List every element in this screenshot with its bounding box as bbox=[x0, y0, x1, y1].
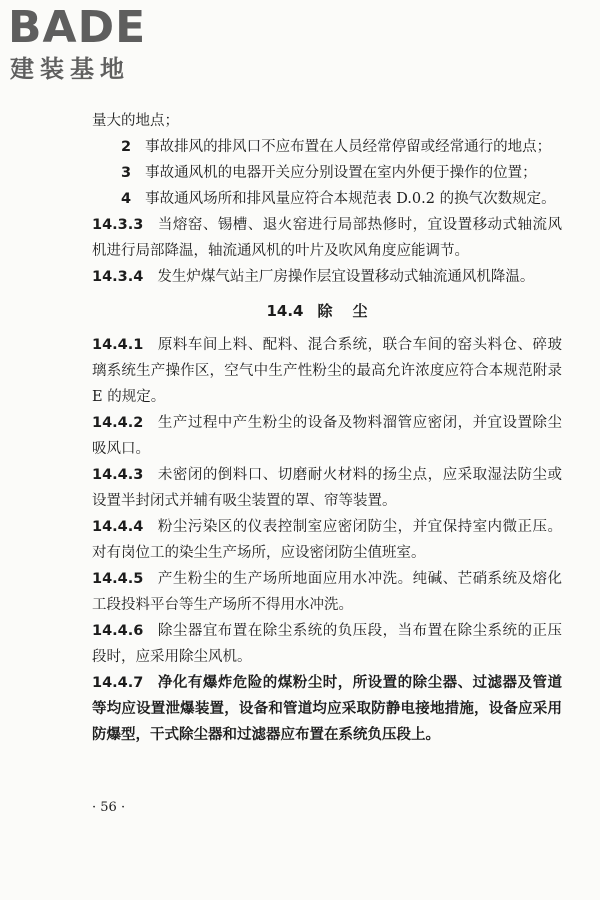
clause-14-4-2: 14.4.2 生产过程中产生粉尘的设备及物料溜管应密闭，并宜设置除尘吸风口。 bbox=[92, 415, 562, 457]
clause-14-3-3: 14.3.3 当熔窑、锡槽、退火窑进行局部热修时，宜设置移动式轴流风机进行局部降温，轴流通风机的叶片及吹风角度应能调节。 bbox=[92, 217, 562, 259]
clause-14-4-7: 14.4.7 净化有爆炸危险的煤粉尘时，所设置的除尘器、过滤器及管道等均应设置泄爆装置，设备和管道均应采取防静电接地措施，设备应采用防爆型，干式除尘器和过滤器应布置在系统负压段上。 bbox=[92, 675, 562, 743]
list-item-2: 2 事故排风的排风口不应布置在人员经常停留或经常通行的地点； bbox=[121, 139, 552, 155]
page-number: · 56 · bbox=[92, 800, 126, 815]
brand-logo bbox=[8, 2, 178, 92]
clause-14-3-4: 14.3.4 发生炉煤气站主厂房操作层宜设置移动式轴流通风机降温。 bbox=[92, 269, 535, 285]
paragraph-continuation: 量大的地点； bbox=[92, 113, 179, 129]
clause-14-4-6: 14.4.6 除尘器宜布置在除尘系统的负压段，当布置在除尘系统的正压段时，应采用除尘风机。 bbox=[92, 623, 562, 665]
clause-14-4-4: 14.4.4 粉尘污染区的仪表控制室应密闭防尘，并宜保持室内微正压。对有岗位工的染尘生产场所，应设密闭防尘值班室。 bbox=[92, 519, 562, 561]
section-heading: 14.4 除尘 bbox=[266, 302, 388, 320]
clause-14-4-1: 14.4.1 原料车间上料、配料、混合系统，联合车间的窑头料仓、碎玻璃系统生产操作区，空气中生产性粉尘的最高允许浓度应符合本规范附录 E 的规定。 bbox=[92, 337, 562, 405]
clause-14-4-3: 14.4.3 未密闭的倒料口、切磨耐火材料的扬尘点，应采取湿法防尘或设置半封闭式并辅有吸尘装置的罩、帘等装置。 bbox=[92, 467, 562, 509]
list-item-3: 3 事故通风机的电器开关应分别设置在室内外便于操作的位置； bbox=[121, 165, 537, 181]
list-item-4: 4 事故通风场所和排风量应符合本规范表 D.0.2 的换气次数规定。 bbox=[121, 191, 556, 207]
logo-subtitle: 建装基地 bbox=[10, 55, 130, 83]
clause-14-4-5: 14.4.5 产生粉尘的生产场所地面应用水冲洗。纯碱、芒硝系统及熔化工段投料平台等生产场所不得用水冲洗。 bbox=[92, 571, 562, 613]
logo-wordmark: BADE bbox=[8, 2, 147, 53]
document-body bbox=[92, 108, 562, 748]
